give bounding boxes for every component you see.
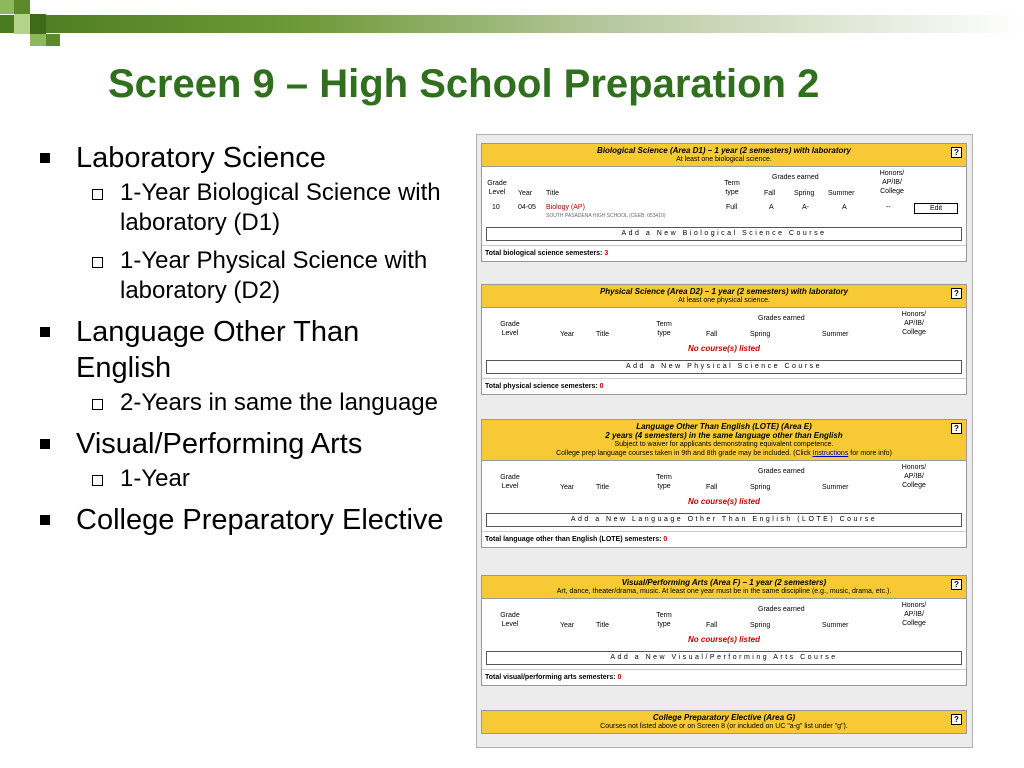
bullet-label: College Preparatory Elective: [76, 504, 444, 536]
course-summer-grade: A: [842, 204, 847, 211]
sub-bullet-label: 2-Years in same the language: [120, 389, 438, 416]
course-spring-grade: A-: [802, 204, 809, 211]
col-spring: Spring: [750, 484, 771, 491]
sub-bullet-label: 1-Year: [120, 465, 190, 492]
col-title: Title: [596, 331, 609, 338]
header-square-1: [0, 0, 14, 14]
section-subtitle: Subject to waiver for applicants demonstrating equivalent competence.: [614, 441, 834, 448]
hollow-square-bullet-icon: [92, 257, 103, 268]
bullet-list: [40, 140, 460, 540]
help-icon[interactable]: ?: [951, 579, 962, 590]
course-row: [482, 201, 966, 223]
section-title: Visual/Performing Arts (Area F) – 1 year (2 semesters): [621, 578, 827, 587]
edit-course-button[interactable]: Edit: [914, 203, 958, 214]
section-header: [482, 144, 966, 167]
col-title: Title: [546, 190, 559, 197]
section-title: Language Other Than English (LOTE) (Area E): [636, 422, 812, 431]
header-square-2: [14, 0, 30, 14]
subtitle-text: for more info): [850, 450, 892, 457]
add-physical-course-button[interactable]: Add a New Physical Science Course: [486, 360, 962, 374]
no-courses-message: No course(s) listed: [687, 344, 760, 353]
sub-bullet-biological: [40, 178, 460, 238]
course-fall-grade: A: [769, 204, 774, 211]
col-spring: Spring: [794, 190, 815, 197]
col-grades-earned: Grades earned: [758, 606, 805, 613]
section-total: [482, 669, 966, 685]
col-summer: Summer: [822, 622, 849, 629]
col-year: Year: [560, 484, 575, 491]
section-header: [482, 285, 966, 308]
bullet-label: Visual/Performing Arts: [76, 428, 363, 460]
hollow-square-bullet-icon: [92, 475, 103, 486]
sub-bullet-physical: [40, 246, 460, 306]
total-value: 0: [599, 383, 604, 390]
add-arts-course-button[interactable]: Add a New Visual/Performing Arts Course: [486, 651, 962, 665]
sub-bullet-arts-year: [40, 464, 460, 494]
square-bullet-icon: [40, 153, 50, 163]
total-label: Total physical science semesters:: [485, 383, 598, 390]
col-term-type: Term type: [656, 612, 672, 628]
section-visual-performing-arts: [481, 575, 967, 686]
add-lote-course-button[interactable]: Add a New Language Other Than English (LOTE) Course: [486, 513, 962, 527]
bullet-label: Language Other Than English: [76, 316, 360, 384]
col-spring: Spring: [750, 331, 771, 338]
col-fall: Fall: [764, 190, 776, 197]
section-title: Biological Science (Area D1) – 1 year (2 semesters) with laboratory: [597, 146, 851, 155]
section-physical-science: [481, 284, 967, 395]
help-icon[interactable]: ?: [951, 288, 962, 299]
square-bullet-icon: [40, 515, 50, 525]
hollow-square-bullet-icon: [92, 399, 103, 410]
col-fall: Fall: [706, 331, 718, 338]
column-headers: [482, 308, 966, 342]
col-grades-earned: Grades earned: [772, 174, 819, 181]
slide-title: Screen 9 – High School Preparation 2: [108, 62, 820, 106]
section-subtitle: Courses not listed above or on Screen 8 (or included on UC "a-g" list under "g").: [600, 723, 848, 730]
sub-bullet-label: 1-Year Biological Science with laboratory (D1): [120, 179, 441, 236]
section-header: [482, 420, 966, 461]
col-grade-level: Grade Level: [500, 474, 520, 490]
total-label: Total biological science semesters:: [485, 250, 603, 257]
col-summer: Summer: [828, 190, 855, 197]
col-grade-level: Grade Level: [500, 612, 520, 628]
bullet-visual-arts: [40, 426, 460, 462]
col-year: Year: [560, 331, 575, 338]
col-grade-level: Grade Level: [500, 321, 520, 337]
hollow-square-bullet-icon: [92, 189, 103, 200]
add-biological-course-button[interactable]: Add a New Biological Science Course: [486, 227, 962, 241]
header-square-5: [30, 34, 46, 46]
header-gradient-bar: [0, 15, 1024, 33]
header-square-4: [30, 14, 46, 34]
course-title: Biology (AP): [546, 204, 585, 211]
section-header: [482, 576, 966, 599]
col-summer: Summer: [822, 484, 849, 491]
section-total: [482, 531, 966, 547]
col-year: Year: [518, 190, 533, 197]
col-term-type: Term type: [656, 474, 672, 490]
course-honors: --: [886, 204, 891, 211]
total-value: 0: [663, 536, 668, 543]
section-language-other-than-english: [481, 419, 967, 548]
col-summer: Summer: [822, 331, 849, 338]
col-grade-level: Grade Level: [487, 180, 507, 196]
bullet-elective: [40, 502, 460, 538]
bullet-language: [40, 314, 460, 386]
section-subtitle: At least one physical science.: [678, 297, 770, 304]
section-biological-science: [481, 143, 967, 262]
course-grade: 10: [492, 204, 500, 211]
section-total: [482, 245, 966, 261]
section-subtitle: At least one biological science.: [676, 156, 772, 163]
header-square-3: [14, 14, 30, 34]
col-title: Title: [596, 622, 609, 629]
total-label: Total language other than English (LOTE) semesters:: [485, 536, 662, 543]
section-subtitle: Art, dance, theater/drama, music. At least one year must be in the same discipline (e.g., music, drama, etc.).: [556, 588, 892, 595]
col-title: Title: [596, 484, 609, 491]
section-title-2: 2 years (4 semesters) in the same language other than English: [605, 431, 843, 440]
course-year: 04-05: [518, 204, 536, 211]
course-school: SOUTH PASADENA HIGH SCHOOL (CEEB: 053410): [546, 213, 666, 219]
col-fall: Fall: [706, 622, 718, 629]
sub-bullet-label: 1-Year Physical Science with laboratory (D2): [120, 247, 428, 304]
total-value: 3: [604, 250, 609, 257]
col-honors: Honors/ AP/IB/ College: [901, 311, 927, 336]
col-fall: Fall: [706, 484, 718, 491]
course-term: Full: [726, 204, 738, 211]
bullet-laboratory-science: [40, 140, 460, 176]
section-header: [482, 711, 966, 733]
column-headers: [482, 461, 966, 495]
no-courses-message: No course(s) listed: [687, 635, 760, 644]
square-bullet-icon: [40, 439, 50, 449]
section-title: Physical Science (Area D2) – 1 year (2 semesters) with laboratory: [599, 287, 849, 296]
col-grades-earned: Grades earned: [758, 468, 805, 475]
no-courses-message: No course(s) listed: [687, 497, 760, 506]
help-icon[interactable]: ?: [951, 714, 962, 725]
bullet-label: Laboratory Science: [76, 142, 326, 174]
application-form-screenshot: [476, 134, 973, 748]
instructions-link[interactable]: Instructions: [812, 450, 849, 457]
total-value: 0: [617, 674, 622, 681]
sub-bullet-language-years: [40, 388, 460, 418]
help-icon[interactable]: ?: [951, 423, 962, 434]
section-subtitle-2: [506, 449, 942, 458]
square-bullet-icon: [40, 327, 50, 337]
col-year: Year: [560, 622, 575, 629]
column-headers: [482, 167, 966, 201]
subtitle-text: College prep language courses taken in 9th and 8th grade may be included. (Click: [556, 450, 811, 457]
col-term-type: Term type: [724, 180, 740, 196]
col-spring: Spring: [750, 622, 771, 629]
section-title: College Preparatory Elective (Area G): [652, 713, 796, 722]
col-honors: Honors/ AP/IB/ College: [879, 170, 905, 195]
total-label: Total visual/performing arts semesters:: [485, 674, 616, 681]
column-headers: [482, 599, 966, 633]
header-square-6: [46, 34, 60, 46]
col-term-type: Term type: [656, 321, 672, 337]
col-honors: Honors/ AP/IB/ College: [901, 464, 927, 489]
col-honors: Honors/ AP/IB/ College: [901, 602, 927, 627]
col-grades-earned: Grades earned: [758, 315, 805, 322]
section-college-prep-elective: [481, 710, 967, 734]
section-total: [482, 378, 966, 394]
help-icon[interactable]: ?: [951, 147, 962, 158]
